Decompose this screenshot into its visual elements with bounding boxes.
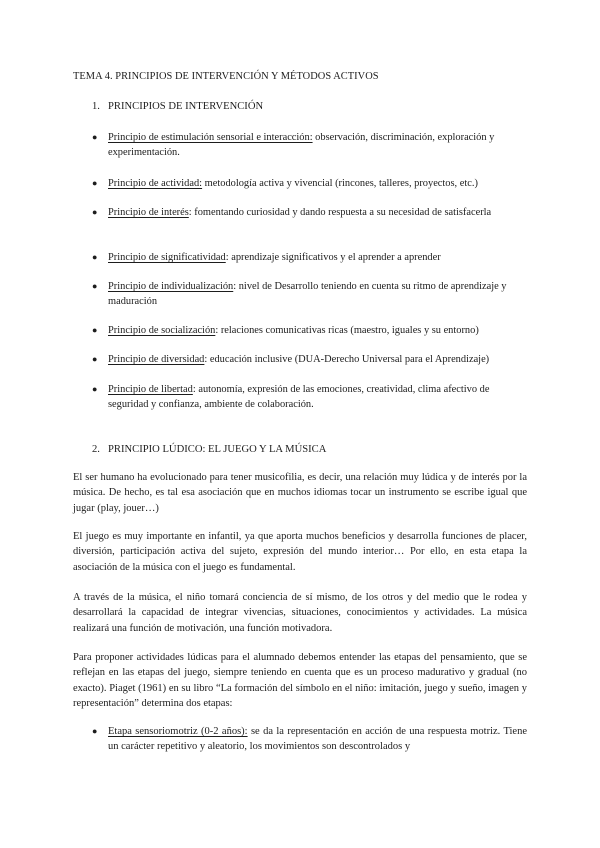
bullet-icon: ● xyxy=(92,178,98,188)
section-number: 2. xyxy=(92,444,100,455)
principle-description: : autonomía, expresión de las emociones, creatividad, clima afectivo de seguridad y confianza, ambiente de colaboración. xyxy=(108,384,490,410)
principle-description: : aprendizaje significativos y el aprender a aprender xyxy=(225,252,441,263)
principle-term: Principio de actividad: xyxy=(108,178,203,189)
stage-term: Etapa sensoriomotriz (0-2 años): xyxy=(108,726,248,737)
section-number: 1. xyxy=(92,101,100,112)
bullet-icon: ● xyxy=(92,281,98,291)
paragraph: El juego es muy importante en infantil, ya que aporta muchos beneficios y desarrolla funciones de placer, diversión, participación activa del sujeto, expresión del mundo interior… Por ello, en esta etapa la asociación de la música con el juego es fundamental. xyxy=(73,531,527,573)
section-heading-2 xyxy=(92,444,326,455)
bullet-icon: ● xyxy=(92,207,98,217)
principle-description: : educación inclusive (DUA-Derecho Universal para el Aprendizaje) xyxy=(204,354,490,365)
paragraph: Para proponer actividades lúdicas para el alumnado debemos entender las etapas del pensamiento, que se reflejan en las etapas del juego, siempre teniendo en cuenta que es un proceso madurativo y gradual (no exacto). Piaget (1961) en su libro “La formación del símbolo en el niño: imitación, juego y sueño, imagen y representación” determina dos etapas: xyxy=(73,652,527,710)
bullet-icon: ● xyxy=(92,726,98,736)
document-title: TEMA 4. PRINCIPIOS DE INTERVENCIÓN Y MÉTODOS ACTIVOS xyxy=(73,71,379,82)
principle-term: Principio de libertad xyxy=(108,384,193,395)
principle-description: : fomentando curiosidad y dando respuesta a su necesidad de satisfacerla xyxy=(188,207,492,218)
stage-paragraph xyxy=(108,724,527,755)
bullet-icon: ● xyxy=(92,325,98,335)
paragraph: El ser humano ha evolucionado para tener musicofilia, es decir, una relación muy lúdica y de interés por la música. De hecho, es tal esa asociación que en muchos idiomas tocar un instrumento se escribe igual que jugar (play, jouer…) xyxy=(73,472,527,514)
principle-term: Principio de individualización xyxy=(108,281,234,292)
principle-description: : nivel de Desarrollo teniendo en cuenta su ritmo de aprendizaje y maduración xyxy=(108,281,507,307)
principle-description: observación, discriminación, exploración y experimentación. xyxy=(108,132,495,158)
section-heading-text: PRINCIPIO LÚDICO: EL JUEGO Y LA MÚSICA xyxy=(108,444,327,455)
principle-term: Principio de significatividad xyxy=(108,252,226,263)
stage-description: se da la representación en acción de una respuesta motriz. Tiene un carácter repetitivo y aleatorio, los movimientos son descontrolados y xyxy=(108,726,527,753)
principle-term: Principio de socialización xyxy=(108,325,216,336)
principle-term: Principio de estimulación sensorial e interacción: xyxy=(108,132,313,143)
principle-term: Principio de interés xyxy=(108,207,189,218)
bullet-icon: ● xyxy=(92,132,98,142)
bullet-icon: ● xyxy=(92,354,98,364)
bullet-icon: ● xyxy=(92,252,98,262)
principle-description: : relaciones comunicativas ricas (maestro, iguales y su entorno) xyxy=(215,325,479,336)
section-heading-1 xyxy=(92,101,263,112)
paragraph: A través de la música, el niño tomará conciencia de sí mismo, de los otros y del medio que le rodea y desarrollará la capacidad de integrar vivencias, situaciones, conocimientos y actividades. La música realizará una función de motivación, una función motivadora. xyxy=(73,592,527,634)
section-heading-text: PRINCIPIOS DE INTERVENCIÓN xyxy=(108,101,264,112)
bullet-icon: ● xyxy=(92,384,98,394)
principle-description: metodología activa y vivencial (rincones, talleres, proyectos, etc.) xyxy=(202,178,478,189)
principle-term: Principio de diversidad xyxy=(108,354,205,365)
